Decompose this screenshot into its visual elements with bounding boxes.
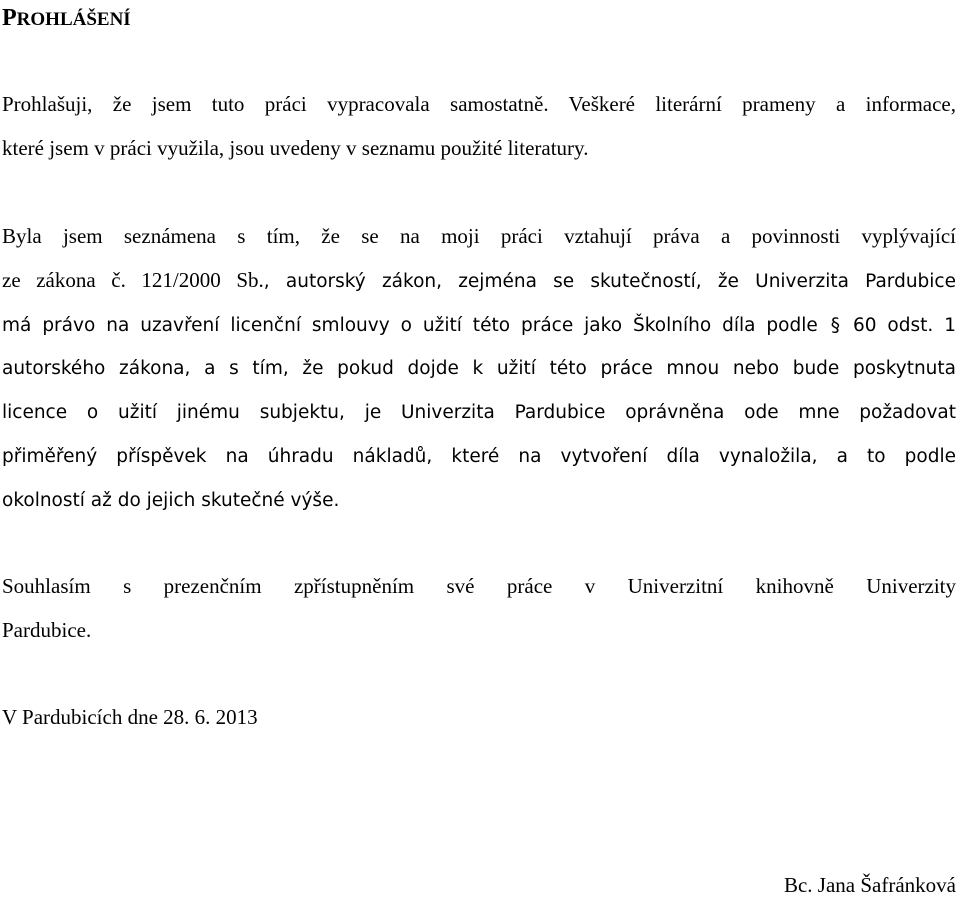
paragraph-line: Byla jsem seznámena s tím, že se na moji práci vztahují práva a povinnosti vyplývající <box>2 224 956 248</box>
signature-name: Bc. Jana Šafránková <box>783 873 956 897</box>
paragraph-line <box>2 304 956 348</box>
paragraph-line: okolností až do jejich skutečné výše. <box>2 489 340 511</box>
page-title <box>2 4 131 34</box>
title-rest: ROHLÁŠENÍ <box>16 9 131 30</box>
paragraph-line: licence o užití jinému subjektu, je Univerzita Pardubice oprávněna ode mne požadovat <box>2 402 956 424</box>
place-date <box>2 696 956 740</box>
paragraph-line <box>2 259 956 304</box>
paragraph-line: které jsem v práci využila, jsou uvedeny v seznamu použité literatury. <box>2 135 589 160</box>
section-mark: § <box>830 314 840 336</box>
copyright-paragraph <box>2 215 956 523</box>
line-text: 60 odst. 1 <box>852 314 956 336</box>
declaration-paragraph <box>2 83 956 171</box>
law-description: , autorský zákon, zejména se skutečností, že Univerzita Pardubice <box>263 270 956 292</box>
place-date-text: V Pardubicích dne 28. 6. 2013 <box>2 705 258 729</box>
title-first-letter: P <box>2 5 17 31</box>
paragraph-line: Pardubice. <box>2 617 92 642</box>
library-consent-paragraph <box>2 565 956 653</box>
paragraph-line: Souhlasím s prezenčním zpřístupněním své práce v Univerzitní knihovně Univerzity <box>2 574 956 598</box>
law-reference: ze zákona č. 121/2000 Sb. <box>2 267 264 292</box>
paragraph-line: Prohlašuji, že jsem tuto práci vypracovala samostatně. Veškeré literární prameny a informace, <box>2 92 956 116</box>
paragraph-line: autorského zákona, a s tím, že pokud dojde k užití této práce mnou nebo bude poskytnuta <box>2 358 956 380</box>
paragraph-line: přiměřený příspěvek na úhradu nákladů, které na vytvoření díla vynaložila, a to podle <box>2 445 956 467</box>
line-text: má právo na uzavření licenční smlouvy o užití této práce jako Školního díla podle <box>2 314 818 336</box>
